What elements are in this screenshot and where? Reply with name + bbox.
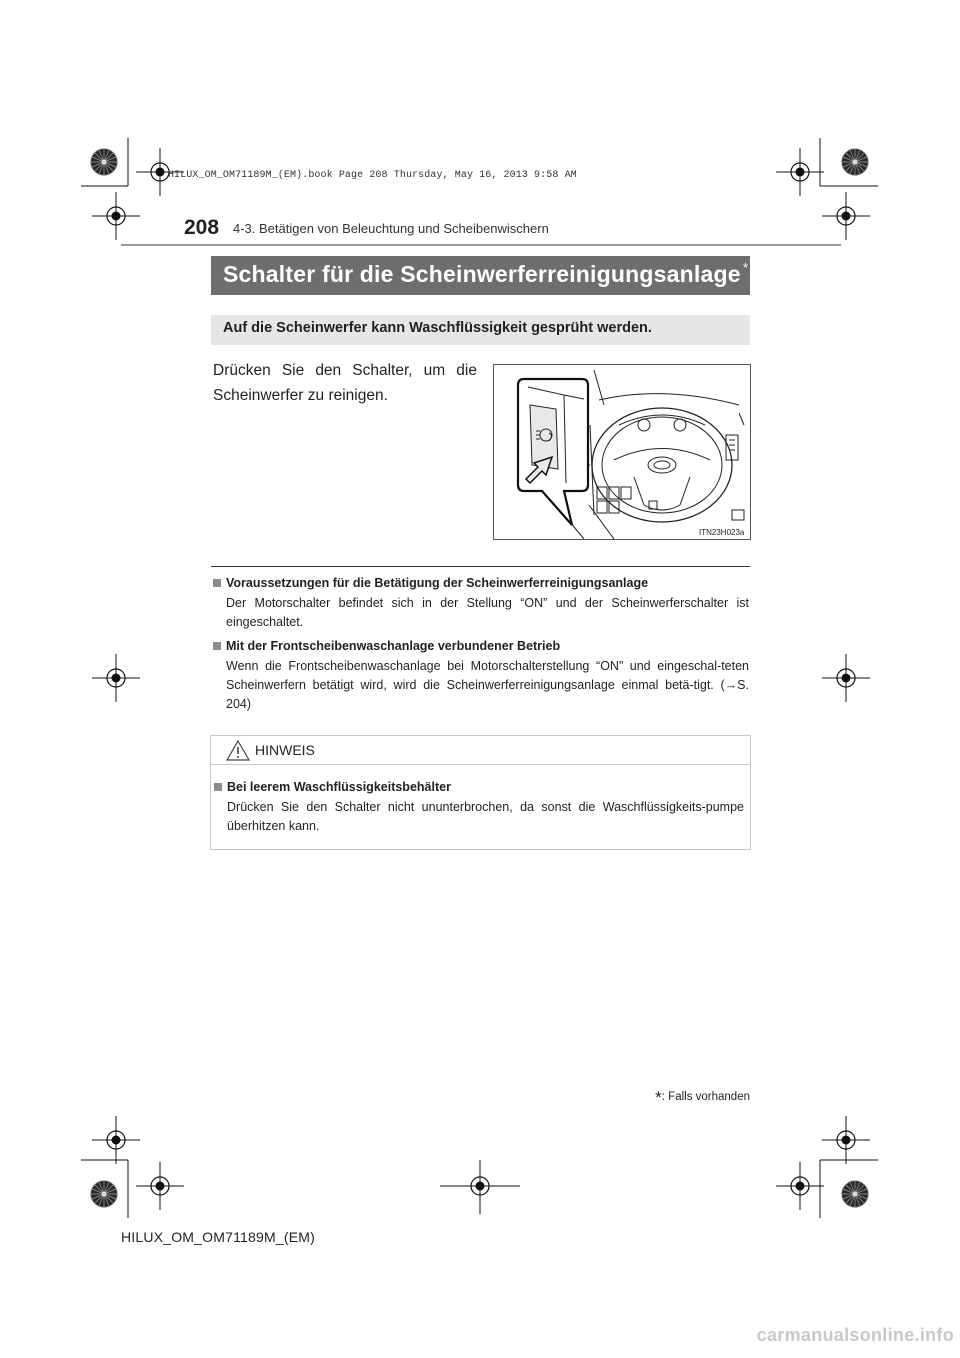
book-file-info: HILUX_OM_OM71189M_(EM).book Page 208 Thursday, May 16, 2013 9:58 AM [168, 170, 577, 181]
notice-box [210, 735, 751, 850]
manual-code: HILUX_OM_OM71189M_(EM) [121, 1229, 315, 1245]
note-combined-operation [213, 639, 749, 714]
section-title: 4-3. Betätigen von Beleuchtung und Scheibenwischern [233, 221, 549, 236]
watermark: carmanualsonline.info [756, 1325, 954, 1345]
asterisk-icon: * [655, 1088, 662, 1107]
illustration-code: ITN23H023a [699, 528, 745, 537]
dashboard-drawing [494, 365, 750, 539]
notes-divider [211, 566, 750, 567]
notice-title: HINWEIS [255, 742, 315, 758]
page-number: 208 [184, 216, 220, 239]
note-text: Wenn die Frontscheibenwaschanlage bei Motorschalterstellung “ON” und eingeschal-teten Scheinwerfern betätigt wird, wird die Scheinwerferreinigungsanlage einmal betä-tigt. (→S. 204) [226, 659, 749, 711]
instruction-text: Drücken Sie den Schalter, um die Scheinwerfer zu reinigen. [213, 362, 477, 404]
warning-triangle-icon [225, 739, 251, 762]
note-heading: Voraussetzungen für die Betätigung der Scheinwerferreinigungsanlage [213, 576, 749, 590]
notice-text: Drücken Sie den Schalter nicht ununterbrochen, da sonst die Waschflüssigkeits-pumpe überhitzen kann. [227, 800, 744, 833]
header-divider [121, 244, 841, 246]
switch-illustration [493, 364, 751, 540]
note-text: Der Motorschalter befindet sich in der Stellung “ON” und der Scheinwerferschalter ist eingeschaltet. [226, 596, 749, 629]
intro-box [211, 315, 750, 345]
footnote: *: Falls vorhanden [655, 1088, 750, 1107]
notice-item [214, 780, 744, 836]
square-bullet-icon [214, 783, 222, 791]
notice-divider [211, 764, 750, 765]
note-conditions [213, 576, 749, 632]
page-title-bar [211, 256, 750, 295]
note-heading: Mit der Frontscheibenwaschanlage verbundener Betrieb [213, 639, 749, 653]
square-bullet-icon [213, 579, 221, 587]
page-title: Schalter für die Scheinwerferreinigungsanlage [223, 261, 741, 287]
square-bullet-icon [213, 642, 221, 650]
notice-heading: Bei leerem Waschflüssigkeitsbehälter [214, 780, 744, 794]
intro-text: Auf die Scheinwerfer kann Waschflüssigkeit gesprüht werden. [223, 320, 652, 336]
optional-equipment-marker: * [742, 260, 748, 275]
